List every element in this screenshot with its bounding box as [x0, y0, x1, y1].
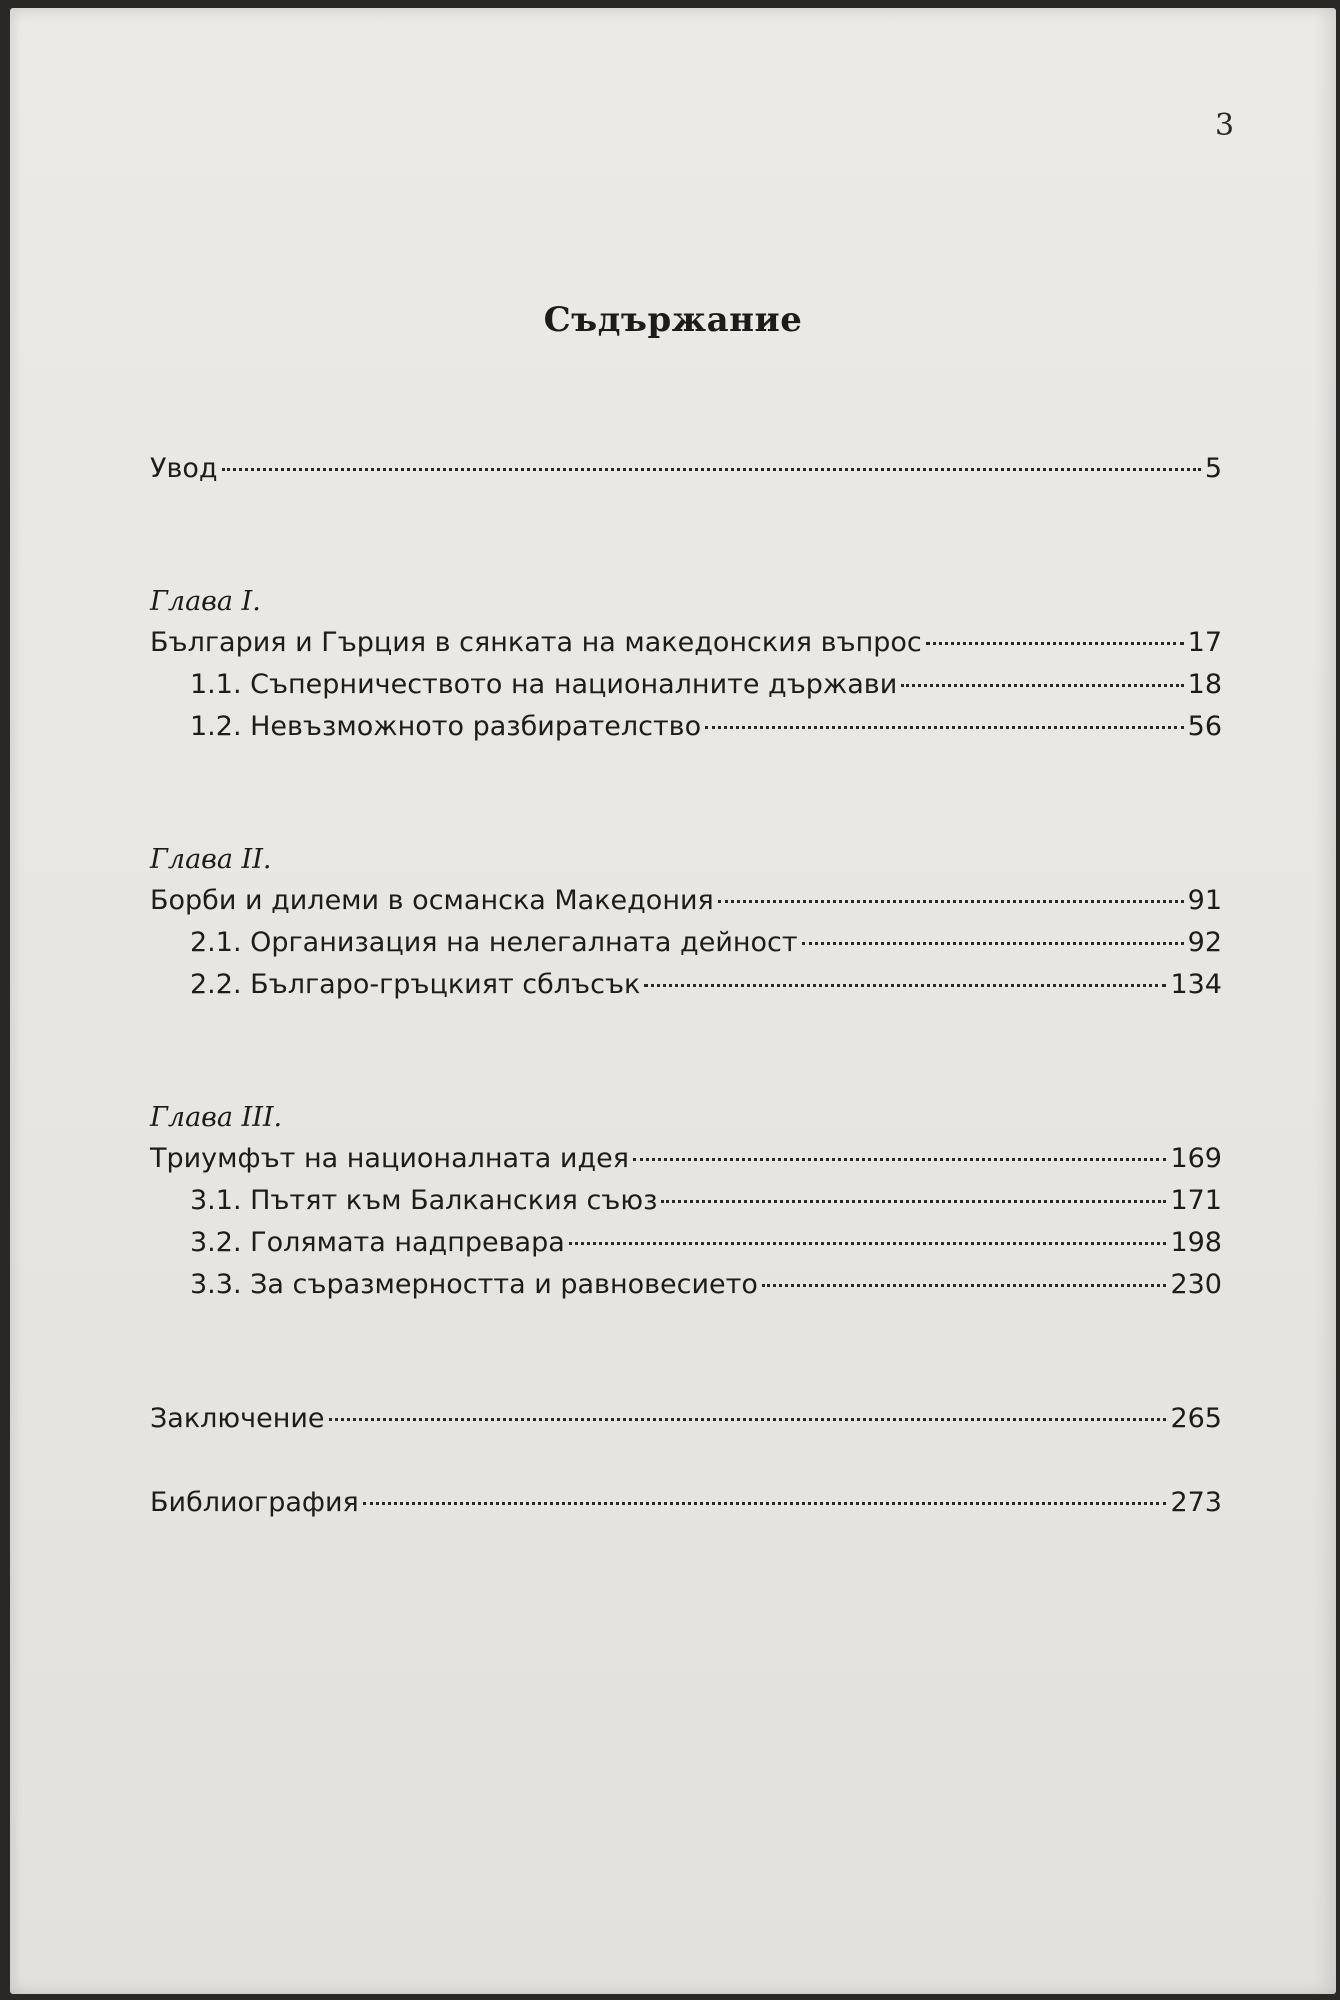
toc-entry-section-2-2[interactable]	[150, 964, 1222, 1006]
chapter-heading-2: Глава II.	[150, 844, 272, 875]
toc-entry-label: Заключение	[150, 1403, 325, 1434]
toc-entry-chapter-1[interactable]	[150, 622, 1222, 664]
toc-entry-page: 91	[1187, 885, 1222, 916]
chapter-heading-3: Глава III.	[150, 1102, 283, 1133]
dot-leader	[926, 642, 1184, 645]
toc-entry-label: 1.2. Невъзможното разбирателство	[190, 711, 702, 742]
toc-entry-chapter-2[interactable]	[150, 880, 1222, 922]
toc-entry-label: 3.3. За съразмерността и равновесието	[190, 1269, 758, 1300]
toc-entry-conclusion[interactable]	[150, 1398, 1222, 1440]
dot-leader	[901, 684, 1183, 687]
dot-leader	[222, 468, 1201, 471]
dot-leader	[718, 900, 1184, 903]
toc-entry-label: Триумфът на националната идея	[150, 1143, 629, 1174]
toc-entry-page: 230	[1170, 1269, 1222, 1300]
toc-entry-page: 169	[1170, 1143, 1222, 1174]
toc-entry-page: 56	[1187, 711, 1222, 742]
toc-entry-label: 1.1. Съперничеството на националните държави	[190, 669, 898, 700]
page-title: Съдържание	[543, 300, 803, 340]
dot-leader	[329, 1418, 1167, 1421]
toc-entry-section-3-1[interactable]	[150, 1180, 1222, 1222]
toc-entry-label: 2.1. Организация на нелегалната дейност	[190, 927, 798, 958]
dot-leader	[644, 984, 1166, 987]
toc-entry-page: 92	[1187, 927, 1222, 958]
toc-entry-section-3-3[interactable]	[150, 1264, 1222, 1306]
toc-entry-bibliography[interactable]	[150, 1482, 1222, 1524]
toc-entry-section-3-2[interactable]	[150, 1222, 1222, 1264]
dot-leader	[802, 942, 1184, 945]
toc-entry-label: Библиография	[150, 1487, 359, 1518]
page-number: 3	[1215, 108, 1235, 143]
chapter-heading-1: Глава I.	[150, 586, 261, 617]
toc-entry-chapter-3[interactable]	[150, 1138, 1222, 1180]
dot-leader	[569, 1242, 1167, 1245]
toc-entry-page: 273	[1170, 1487, 1222, 1518]
toc-entry-label: Увод	[150, 453, 218, 484]
toc-entry-page: 18	[1187, 669, 1222, 700]
toc-entry-intro[interactable]	[150, 448, 1222, 490]
toc-entry-section-1-2[interactable]	[150, 706, 1222, 748]
toc-entry-label: 3.2. Голямата надпревара	[190, 1227, 565, 1258]
toc-entry-page: 265	[1170, 1403, 1222, 1434]
dot-leader	[705, 726, 1184, 729]
toc-entry-label: България и Гърция в сянката на македонския въпрос	[150, 627, 922, 658]
dot-leader	[633, 1158, 1166, 1161]
toc-entry-page: 17	[1187, 627, 1222, 658]
toc-entry-label: Борби и дилеми в османска Македония	[150, 885, 714, 916]
dot-leader	[762, 1284, 1167, 1287]
dot-leader	[661, 1200, 1166, 1203]
table-of-contents	[150, 448, 1222, 1524]
book-page	[10, 8, 1336, 1994]
toc-entry-page: 5	[1204, 453, 1222, 484]
toc-entry-section-2-1[interactable]	[150, 922, 1222, 964]
dot-leader	[363, 1502, 1167, 1505]
toc-entry-page: 134	[1170, 969, 1222, 1000]
toc-entry-section-1-1[interactable]	[150, 664, 1222, 706]
toc-entry-label: 2.2. Българо-гръцкият сблъсък	[190, 969, 641, 1000]
toc-entry-page: 171	[1170, 1185, 1222, 1216]
toc-entry-page: 198	[1170, 1227, 1222, 1258]
toc-entry-label: 3.1. Пътят към Балканския съюз	[190, 1185, 658, 1216]
